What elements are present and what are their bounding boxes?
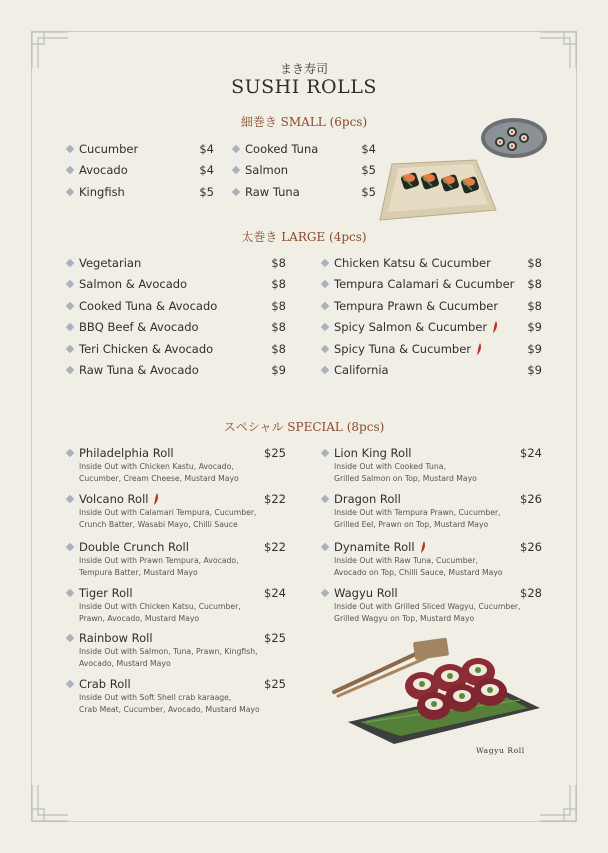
section-heading-small: 細巻き SMALL (6pcs) (240, 115, 368, 129)
menu-item (67, 141, 214, 157)
menu-item (233, 141, 376, 157)
item-price: $22 (264, 492, 286, 506)
item-description: Inside Out with Chicken Katsu, Cucumber, (79, 602, 241, 611)
diamond-bullet-icon (321, 366, 329, 374)
menu-item (67, 184, 214, 200)
item-price: $4 (199, 163, 214, 177)
diamond-bullet-icon (321, 259, 329, 267)
special-item-header (67, 631, 286, 646)
menu-item (67, 255, 286, 271)
item-price: $25 (264, 631, 286, 645)
item-description: Inside Out with Salmon, Tuna, Prawn, Kingfish, (79, 647, 258, 656)
item-price: $9 (527, 363, 542, 377)
item-name: Volcano Roll (79, 492, 149, 506)
diamond-bullet-icon (66, 449, 74, 457)
diamond-bullet-icon (66, 259, 74, 267)
chili-icon (492, 321, 498, 333)
item-name: Raw Tuna & Avocado (79, 363, 199, 377)
item-description: Inside Out with Tempura Prawn, Cucumber, (334, 508, 501, 517)
item-name: Spicy Tuna & Cucumber (334, 342, 471, 356)
special-item (67, 540, 286, 578)
diamond-bullet-icon (66, 634, 74, 642)
menu-item (233, 184, 376, 200)
special-item (322, 586, 542, 624)
special-item-header (67, 540, 286, 555)
item-price: $8 (527, 299, 542, 313)
item-price: $8 (271, 299, 286, 313)
item-description: Grilled Salmon on Top, Mustard Mayo (334, 473, 477, 483)
diamond-bullet-icon (232, 166, 240, 174)
item-price: $4 (361, 142, 376, 156)
item-price: $24 (264, 586, 286, 600)
item-price: $28 (520, 586, 542, 600)
diamond-bullet-icon (66, 145, 74, 153)
diamond-bullet-icon (66, 495, 74, 503)
item-price: $8 (271, 342, 286, 356)
item-description: Crab Meat, Cucumber, Avocado, Mustard Mayo (79, 704, 260, 714)
item-description: Cucumber, Cream Cheese, Mustard Mayo (79, 473, 239, 483)
chili-icon (420, 541, 426, 553)
item-name: Tempura Prawn & Cucumber (334, 299, 499, 313)
item-price: $5 (199, 185, 214, 199)
item-name: Chicken Katsu & Cucumber (334, 256, 491, 270)
wagyu-roll-illustration (330, 634, 542, 744)
special-item (67, 631, 286, 669)
special-item (67, 446, 286, 484)
menu-item (67, 276, 286, 292)
item-description: Grilled Eel, Prawn on Top, Mustard Mayo (334, 519, 489, 529)
item-price: $8 (527, 277, 542, 291)
item-description: Inside Out with Calamari Tempura, Cucumber, (79, 508, 257, 517)
diamond-bullet-icon (66, 188, 74, 196)
item-description: Avocado on Top, Chilli Sauce, Mustard Mayo (334, 567, 503, 577)
item-price: $9 (271, 363, 286, 377)
menu-item (233, 162, 376, 178)
item-price: $26 (520, 492, 542, 506)
item-price: $24 (520, 446, 542, 460)
special-item-header (67, 586, 286, 601)
diamond-bullet-icon (321, 449, 329, 457)
section-heading-large: 太巻き LARGE (4pcs) (241, 230, 367, 244)
item-description: Inside Out with Prawn Tempura, Avocado, (79, 556, 239, 565)
item-name: Wagyu Roll (334, 586, 398, 600)
special-item-header (322, 586, 542, 601)
diamond-bullet-icon (321, 302, 329, 310)
diamond-bullet-icon (321, 589, 329, 597)
menu-item (322, 255, 542, 271)
diamond-bullet-icon (321, 280, 329, 288)
diamond-bullet-icon (66, 680, 74, 688)
diamond-bullet-icon (321, 495, 329, 503)
item-name: Salmon (245, 163, 289, 177)
illustration-caption: Wagyu Roll (476, 746, 525, 755)
item-description: Inside Out with Cooked Tuna, (334, 462, 446, 471)
menu-item (67, 319, 286, 335)
item-description: Inside Out with Soft Shell crab karaage, (79, 693, 232, 702)
menu-item (322, 276, 542, 292)
special-item (67, 586, 286, 624)
special-item (322, 540, 542, 578)
item-name: Spicy Salmon & Cucumber (334, 320, 488, 334)
small-sushi-plate-illustration (378, 116, 548, 222)
item-name: Dynamite Roll (334, 540, 415, 554)
item-price: $5 (361, 185, 376, 199)
item-description: Prawn, Avocado, Mustard Mayo (79, 613, 200, 623)
diamond-bullet-icon (66, 323, 74, 331)
menu-item (67, 298, 286, 314)
item-price: $8 (271, 277, 286, 291)
item-price: $5 (361, 163, 376, 177)
diamond-bullet-icon (232, 188, 240, 196)
item-name: Crab Roll (79, 677, 131, 691)
diamond-bullet-icon (66, 589, 74, 597)
page-title: SUSHI ROLLS (231, 76, 377, 98)
diamond-bullet-icon (321, 345, 329, 353)
item-name: Dragon Roll (334, 492, 401, 506)
item-name: Tempura Calamari & Cucumber (334, 277, 515, 291)
diamond-bullet-icon (66, 166, 74, 174)
item-price: $8 (271, 320, 286, 334)
item-price: $8 (527, 256, 542, 270)
item-name: Tiger Roll (79, 586, 133, 600)
item-name: Cooked Tuna & Avocado (79, 299, 218, 313)
special-item-header (67, 492, 286, 507)
corner-ornament-icon (538, 783, 578, 823)
chili-icon (153, 493, 159, 505)
corner-ornament-icon (30, 783, 70, 823)
item-name: Kingfish (79, 185, 125, 199)
special-item (322, 492, 542, 530)
diamond-bullet-icon (66, 345, 74, 353)
diamond-bullet-icon (66, 302, 74, 310)
item-name: Raw Tuna (245, 185, 300, 199)
section-heading-special: スペシャル SPECIAL (8pcs) (223, 420, 385, 434)
menu-item (322, 319, 542, 335)
item-price: $22 (264, 540, 286, 554)
diamond-bullet-icon (232, 145, 240, 153)
menu-item (67, 362, 286, 378)
item-description: Inside Out with Raw Tuna, Cucumber, (334, 556, 478, 565)
diamond-bullet-icon (66, 280, 74, 288)
item-name: Double Crunch Roll (79, 540, 189, 554)
diamond-bullet-icon (66, 543, 74, 551)
special-item (67, 677, 286, 715)
special-item-header (322, 492, 542, 507)
item-description: Inside Out with Grilled Sliced Wagyu, Cucumber, (334, 602, 521, 611)
menu-item (67, 162, 214, 178)
special-item (67, 492, 286, 530)
item-name: Teri Chicken & Avocado (79, 342, 214, 356)
item-description: Avocado, Mustard Mayo (79, 658, 171, 668)
chili-icon (476, 343, 482, 355)
item-price: $25 (264, 446, 286, 460)
item-name: California (334, 363, 389, 377)
item-name: Vegetarian (79, 256, 142, 270)
item-name: BBQ Beef & Avocado (79, 320, 199, 334)
special-item-header (322, 446, 542, 461)
item-description: Tempura Batter, Mustard Mayo (79, 567, 198, 577)
menu-item (322, 341, 542, 357)
item-description: Crunch Batter, Wasabi Mayo, Chilli Sauce (79, 519, 238, 529)
special-item-header (67, 446, 286, 461)
special-item-header (322, 540, 542, 555)
item-name: Lion King Roll (334, 446, 412, 460)
item-price: $25 (264, 677, 286, 691)
diamond-bullet-icon (321, 323, 329, 331)
item-price: $9 (527, 342, 542, 356)
special-item (322, 446, 542, 484)
item-price: $4 (199, 142, 214, 156)
item-price: $8 (271, 256, 286, 270)
diamond-bullet-icon (321, 543, 329, 551)
item-price: $9 (527, 320, 542, 334)
menu-item (322, 362, 542, 378)
item-description: Inside Out with Chicken Kastu, Avocado, (79, 462, 234, 471)
item-name: Philadelphia Roll (79, 446, 174, 460)
item-description: Grilled Wagyu on Top, Mustard Mayo (334, 613, 475, 623)
item-name: Salmon & Avocado (79, 277, 188, 291)
item-name: Avocado (79, 163, 128, 177)
diamond-bullet-icon (66, 366, 74, 374)
special-item-header (67, 677, 286, 692)
item-price: $26 (520, 540, 542, 554)
menu-item (67, 341, 286, 357)
item-name: Cooked Tuna (245, 142, 319, 156)
item-name: Rainbow Roll (79, 631, 153, 645)
japanese-title: まき寿司 (279, 62, 328, 76)
item-name: Cucumber (79, 142, 139, 156)
menu-item (322, 298, 542, 314)
